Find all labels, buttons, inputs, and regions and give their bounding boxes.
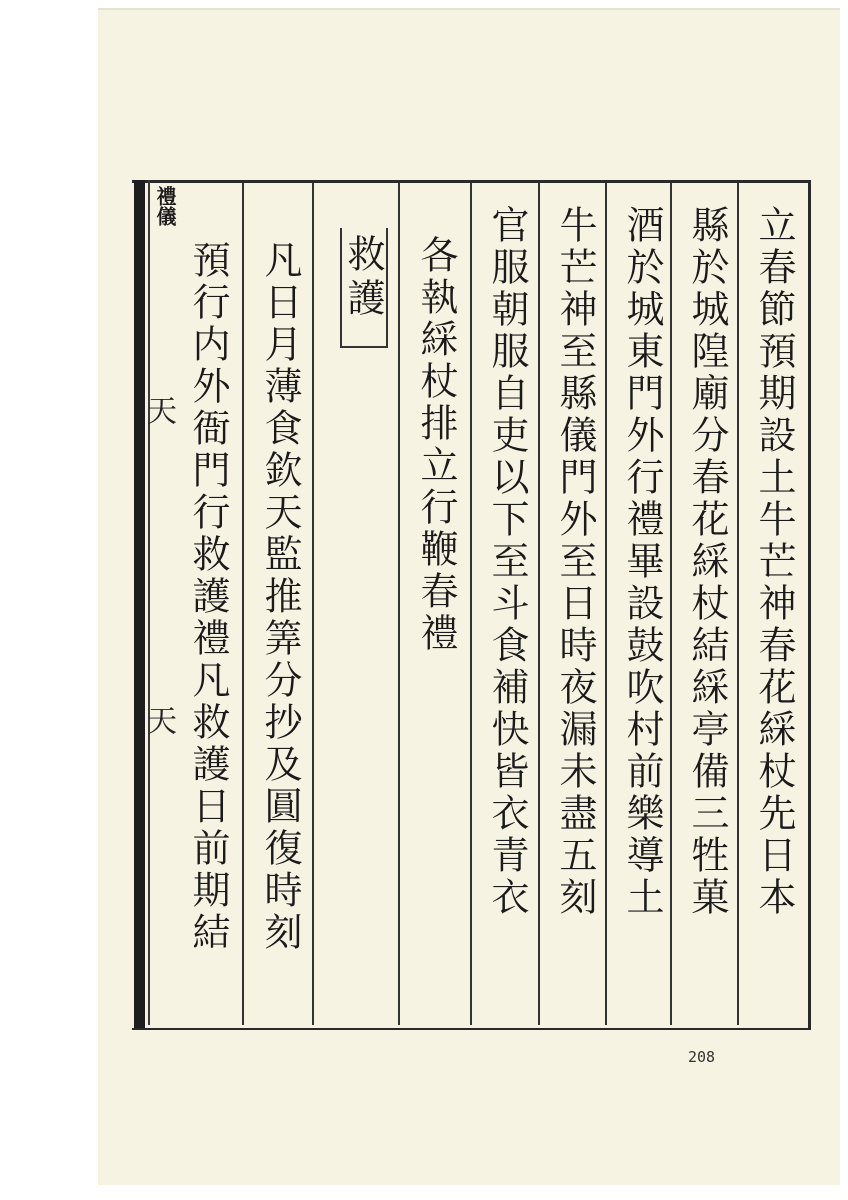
text-column-8: 預行内外衙門行救護禮凡救護日前期結 <box>186 240 230 954</box>
margin-mark-2: 天 <box>141 705 176 735</box>
text-column-3: 酒於城東門外行禮畢設鼓吹村前樂導土 <box>620 205 664 919</box>
page-number: 208 <box>688 1048 716 1066</box>
margin-title: 禮儀 <box>153 186 177 226</box>
column-rule <box>737 183 739 1025</box>
margin-mark-1: 天 <box>141 395 176 425</box>
column-rule <box>538 183 540 1025</box>
column-rule <box>605 183 607 1025</box>
text-column-4: 牛芒神至縣儀門外至日時夜漏未盡五刻 <box>553 205 597 919</box>
column-rule <box>398 183 400 1025</box>
column-rule <box>312 183 314 1025</box>
text-column-7: 凡日月薄食欽天監推筭分抄及圓復時刻 <box>258 240 302 954</box>
margin-thin-rule <box>148 180 150 1025</box>
text-column-1: 立春節預期設土牛芒神春花綵杖先日本 <box>752 205 796 919</box>
column-rule <box>470 183 472 1025</box>
column-rule <box>242 183 244 1025</box>
section-heading: 救護 <box>341 234 385 322</box>
margin-heavy-rule <box>134 180 145 1028</box>
text-column-5: 官服朝服自吏以下至斗食補快皆衣青衣 <box>485 205 529 919</box>
text-column-6: 各執綵杖排立行鞭春禮 <box>414 235 458 655</box>
text-column-2: 縣於城隍廟分春花綵杖結綵亭備三牲菓 <box>685 205 729 919</box>
